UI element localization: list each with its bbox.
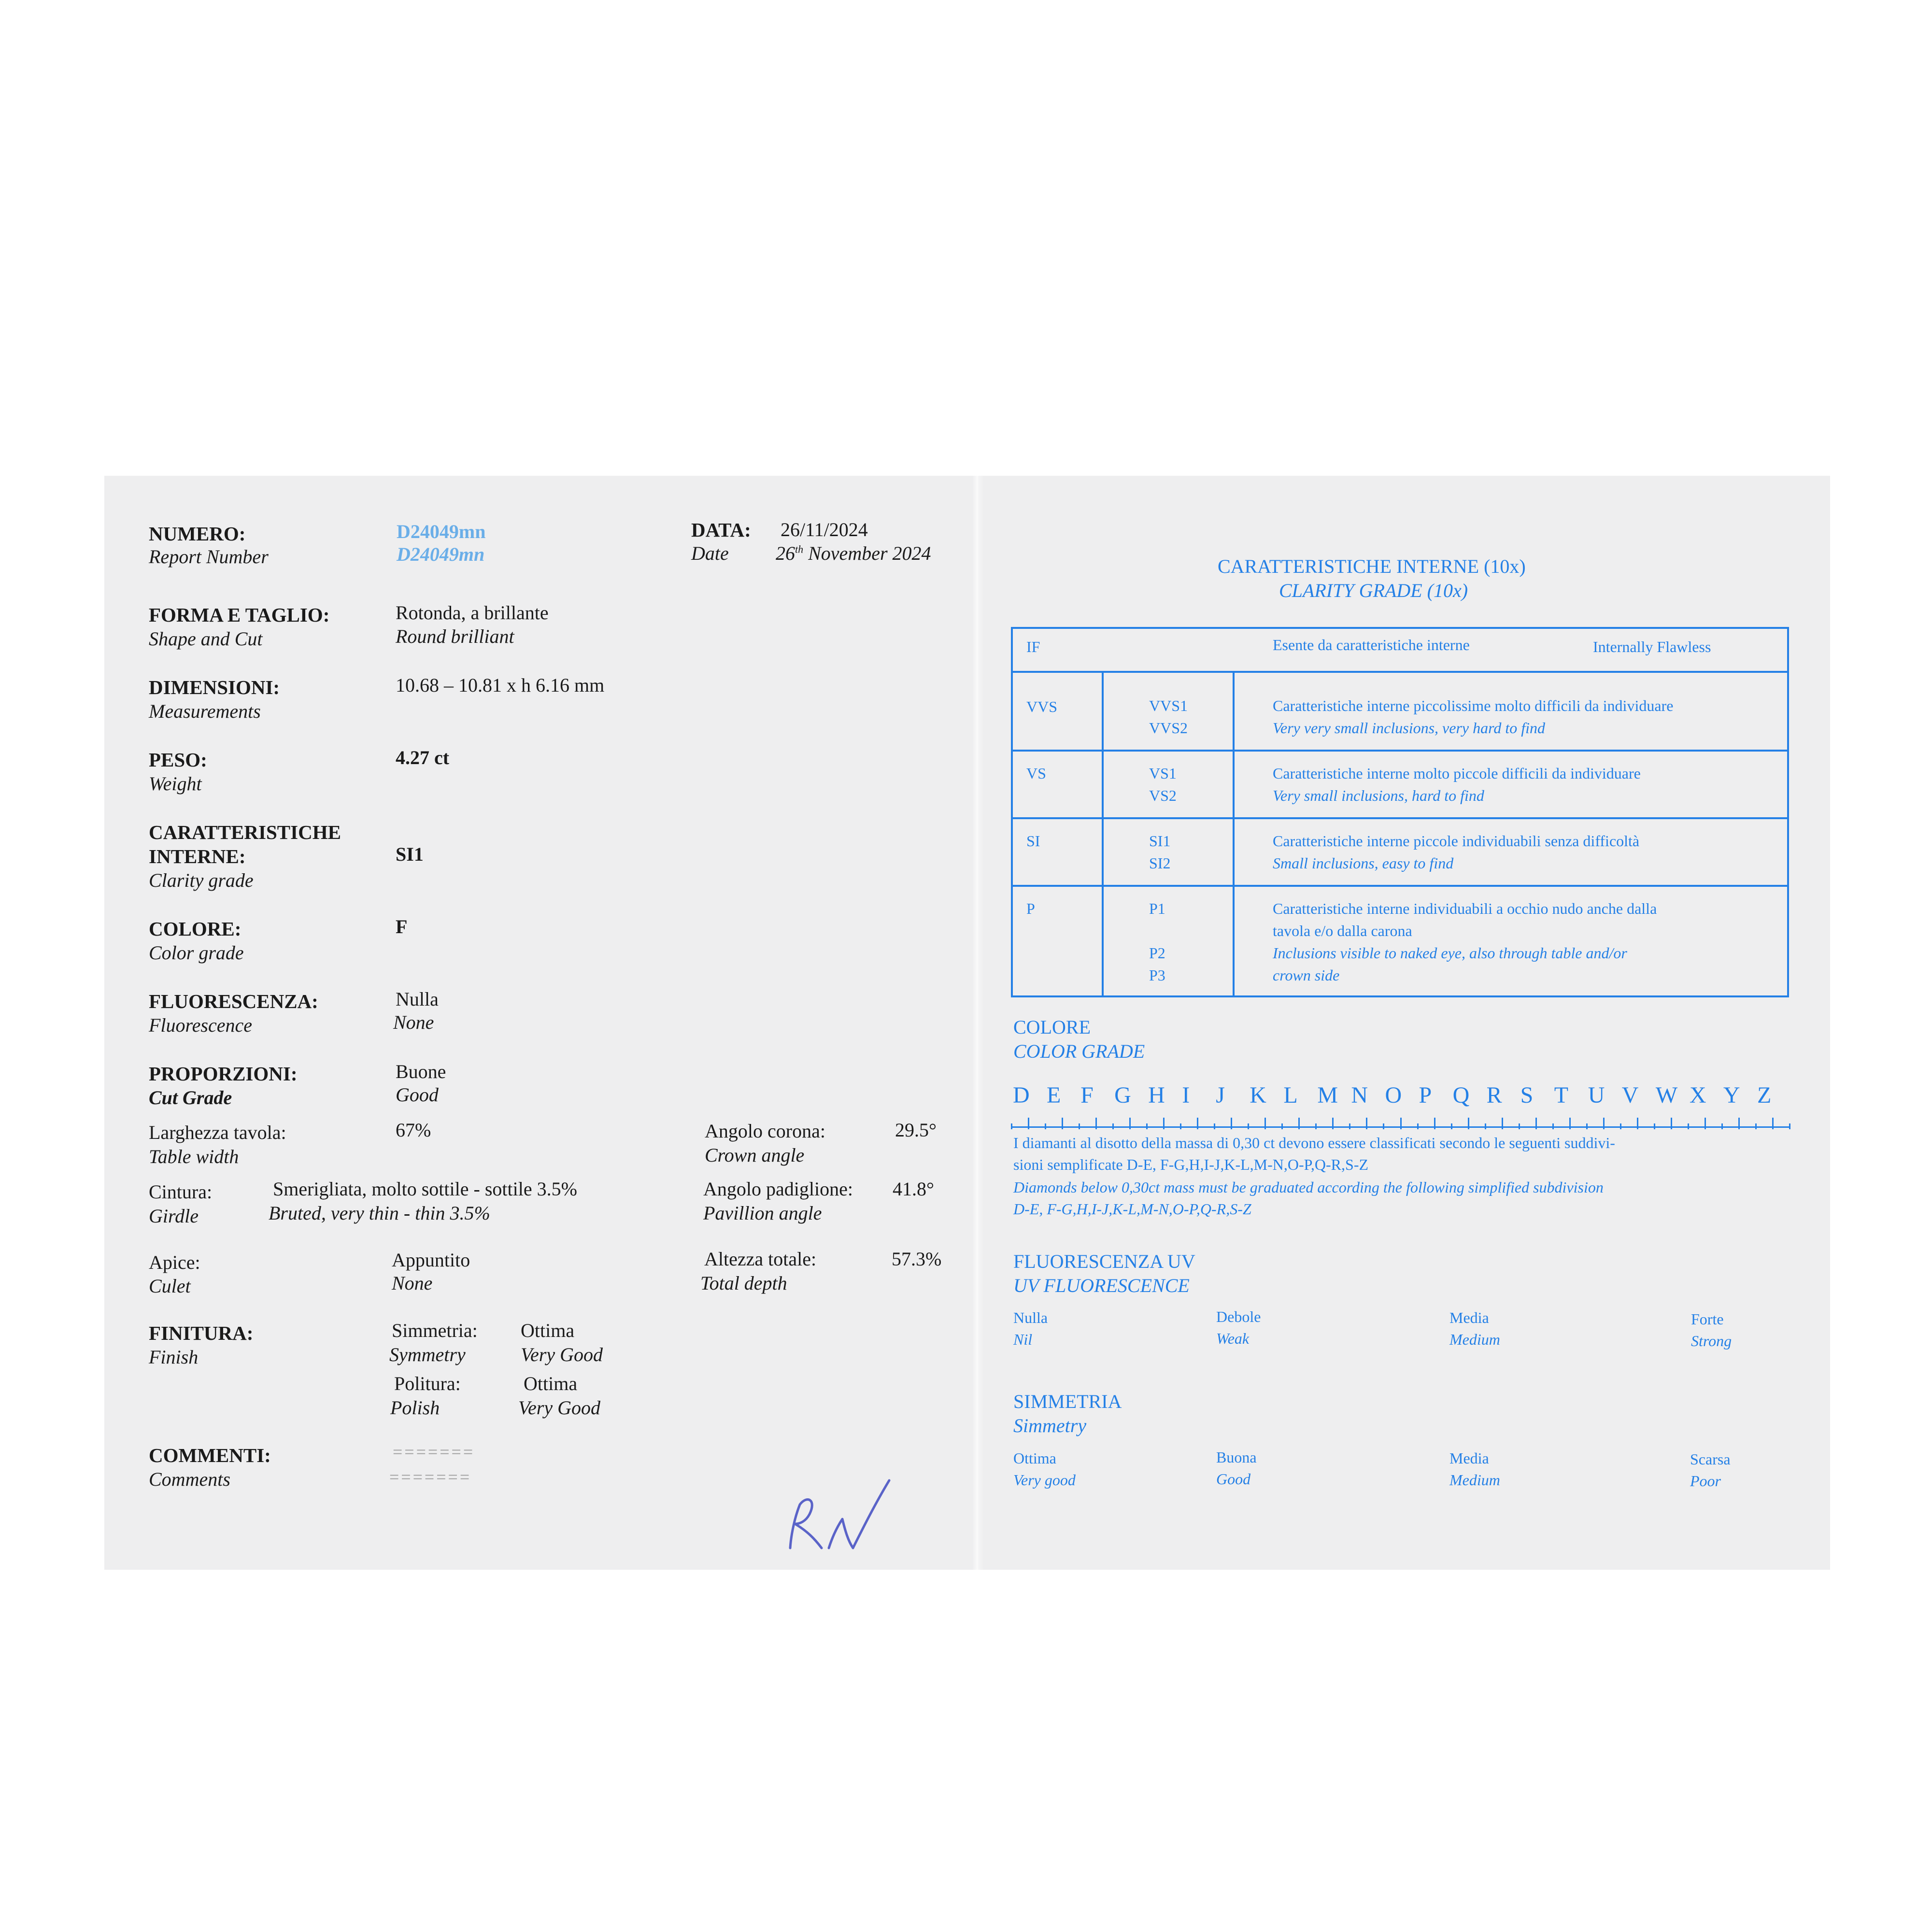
sim-poor: Poor	[1690, 1472, 1721, 1490]
ruler-tick	[1349, 1123, 1350, 1129]
sim-media: Media	[1449, 1449, 1489, 1467]
clarity-title-en: CLARITY GRADE (10x)	[1279, 580, 1468, 601]
ruler-tick	[1569, 1118, 1571, 1129]
grade-vs: VS	[1026, 765, 1046, 782]
color-letter-l: L	[1283, 1082, 1298, 1108]
grade-p-desc: Caratteristiche interne individuabili a occhio nudo anche dalla	[1273, 900, 1657, 917]
color-letter-u: U	[1588, 1082, 1605, 1108]
apice-label: Apice:	[149, 1251, 200, 1273]
politura-value: Ottima	[524, 1373, 578, 1394]
color-letter-x: X	[1689, 1082, 1706, 1108]
finitura-label: FINITURA:	[149, 1322, 254, 1344]
numero-label: NUMERO:	[149, 523, 246, 545]
grade-si-desc-en: Small inclusions, easy to find	[1273, 854, 1454, 872]
color-scale-letters	[1011, 1082, 1789, 1109]
color-letter-t: T	[1554, 1082, 1569, 1108]
ruler-tick	[1671, 1118, 1672, 1129]
peso-label-en: Weight	[149, 773, 202, 795]
clarity-label-en: Clarity grade	[149, 869, 254, 891]
grade-vvs-desc: Caratteristiche interne piccolissime molto difficili da individuare	[1273, 697, 1674, 714]
proporzioni-value: Buone	[396, 1061, 446, 1082]
color-letter-i: I	[1182, 1082, 1190, 1108]
commenti-label: COMMENTI:	[149, 1444, 271, 1466]
simmetria-title-en: Simmetry	[1013, 1415, 1087, 1436]
ruler-tick	[1755, 1123, 1757, 1129]
colore-label: COLORE:	[149, 918, 242, 940]
fluo-weak: Weak	[1216, 1330, 1250, 1347]
color-letter-r: R	[1486, 1082, 1502, 1108]
fluorescenza-label: FLUORESCENZA:	[149, 990, 318, 1012]
cintura-value: Smerigliata, molto sottile - sottile 3.5%	[273, 1178, 577, 1200]
sim-scarsa: Scarsa	[1690, 1450, 1731, 1468]
corona-value: 29.5°	[895, 1119, 937, 1141]
grade-vs-desc: Caratteristiche interne molto piccole difficili da individuare	[1273, 765, 1641, 782]
ruler-tick	[1095, 1118, 1097, 1129]
fluo-forte: Forte	[1691, 1310, 1724, 1328]
ruler-tick	[1688, 1123, 1689, 1129]
altezza-value: 57.3%	[892, 1248, 942, 1270]
colore-label-en: Color grade	[149, 942, 244, 964]
ruler-tick	[1079, 1123, 1080, 1129]
altezza-label: Altezza totale:	[704, 1248, 817, 1270]
grade-vvs1: VVS1	[1149, 697, 1188, 714]
color-note-2: sioni semplificate D-E, F-G,H,I-J,K-L,M-N,O-P,Q-R,S-Z	[1013, 1156, 1369, 1173]
ruler-tick	[1705, 1118, 1706, 1129]
forma-value-en: Round brilliant	[396, 625, 514, 647]
color-letter-j: J	[1216, 1082, 1225, 1108]
numero-label-en: Report Number	[149, 546, 269, 568]
sim-medium: Medium	[1449, 1471, 1500, 1489]
politura-value-en: Very Good	[518, 1397, 600, 1419]
ruler-tick	[1163, 1118, 1165, 1129]
sim-good: Good	[1216, 1470, 1251, 1488]
grade-p-desc-en-2: crown side	[1273, 966, 1340, 984]
ruler-tick	[1620, 1123, 1621, 1129]
grade-vvs2: VVS2	[1149, 719, 1188, 737]
color-letter-o: O	[1385, 1082, 1402, 1108]
dimensioni-label-en: Measurements	[149, 700, 261, 722]
ruler-tick	[1383, 1123, 1384, 1129]
ruler-tick	[1586, 1123, 1588, 1129]
proporzioni-label: PROPORZIONI:	[149, 1063, 298, 1085]
grade-si: SI	[1026, 832, 1040, 850]
cintura-label-en: Girdle	[149, 1205, 199, 1227]
certificate-sheet	[104, 476, 1830, 1570]
corona-label-en: Crown angle	[705, 1144, 805, 1166]
commenti-value: =======	[393, 1442, 475, 1462]
color-note-en-1: Diamonds below 0,30ct mass must be graduated according the following simplified subdivision	[1013, 1179, 1604, 1196]
grade-vvs: VVS	[1026, 698, 1058, 715]
ruler-tick	[1264, 1118, 1266, 1129]
padiglione-label: Angolo padiglione:	[703, 1178, 853, 1200]
grade-si1: SI1	[1149, 832, 1171, 850]
colore-title: COLORE	[1013, 1016, 1091, 1038]
ruler-tick	[1045, 1123, 1046, 1129]
color-letter-f: F	[1080, 1082, 1094, 1108]
fluo-nil: Nil	[1013, 1331, 1033, 1348]
grade-p: P	[1026, 900, 1035, 917]
data-value: 26/11/2024	[781, 519, 868, 540]
padiglione-label-en: Pavillion angle	[703, 1202, 822, 1224]
ruler-tick	[1197, 1118, 1198, 1129]
grade-vs2: VS2	[1149, 787, 1177, 804]
date-value-en: 26th November 2024	[776, 542, 931, 564]
color-letter-d: D	[1013, 1082, 1030, 1108]
ruler-tick	[1637, 1118, 1638, 1129]
ruler-tick	[1485, 1123, 1486, 1129]
ruler-tick	[1062, 1118, 1063, 1129]
ruler-tick	[1112, 1123, 1114, 1129]
forma-label-en: Shape and Cut	[149, 628, 263, 650]
ruler-tick	[1552, 1123, 1554, 1129]
fluo-strong: Strong	[1691, 1332, 1732, 1350]
ruler-tick	[1434, 1118, 1435, 1129]
fluo-medium: Medium	[1449, 1331, 1500, 1348]
ruler-tick	[1789, 1123, 1790, 1129]
report-number-en: D24049mn	[397, 543, 485, 565]
ruler-tick	[1366, 1118, 1367, 1129]
apice-value-en: None	[392, 1272, 433, 1294]
colore-value: F	[396, 916, 408, 938]
apice-value: Appuntito	[392, 1249, 470, 1271]
grade-p2: P2	[1149, 944, 1165, 962]
ruler-tick	[1281, 1123, 1283, 1129]
cut-grade-label: Cut Grade	[149, 1087, 232, 1108]
grade-p3: P3	[1149, 966, 1165, 984]
ruler-tick	[1400, 1118, 1402, 1129]
color-letter-k: K	[1250, 1082, 1266, 1108]
color-letter-w: W	[1655, 1082, 1678, 1108]
clarity-value: SI1	[396, 843, 424, 865]
peso-value: 4.27 ct	[396, 747, 450, 768]
date-label-en: Date	[691, 542, 729, 564]
ruler-tick	[1417, 1123, 1419, 1129]
ruler-tick	[1603, 1118, 1605, 1129]
altezza-label-en: Total depth	[700, 1272, 787, 1294]
simmetria-label: Simmetria:	[392, 1320, 478, 1341]
simmetria-label-en: Symmetry	[389, 1344, 466, 1365]
corona-label: Angolo corona:	[705, 1120, 825, 1142]
caratteristiche-label: CARATTERISTICHE	[149, 821, 341, 843]
color-letter-p: P	[1419, 1082, 1432, 1108]
grade-if: IF	[1026, 638, 1040, 655]
forma-label: FORMA E TAGLIO:	[149, 604, 330, 626]
color-note-1: I diamanti al disotto della massa di 0,30 ct devono essere classificati secondo le seguenti suddivi-	[1013, 1134, 1615, 1151]
grade-vs1: VS1	[1149, 765, 1177, 782]
color-note-en-2: D-E, F-G,H,I-J,K-L,M-N,O-P,Q-R,S-Z	[1013, 1200, 1251, 1218]
ruler-tick	[1332, 1118, 1334, 1129]
data-label: DATA:	[691, 519, 751, 541]
ruler-tick	[1772, 1118, 1774, 1129]
ruler-tick	[1451, 1123, 1452, 1129]
color-letter-m: M	[1317, 1082, 1338, 1108]
clarity-title: CARATTERISTICHE INTERNE (10x)	[1218, 555, 1526, 577]
fluorescenza-value-en: None	[393, 1011, 434, 1033]
fluo-media: Media	[1449, 1309, 1489, 1326]
ruler-tick	[1180, 1123, 1181, 1129]
ruler-tick	[1146, 1123, 1148, 1129]
signature	[781, 1476, 906, 1558]
ruler-tick	[1315, 1123, 1317, 1129]
ruler-tick	[1011, 1123, 1012, 1129]
color-letter-q: Q	[1452, 1082, 1470, 1108]
ruler-tick	[1214, 1123, 1215, 1129]
color-letter-e: E	[1047, 1082, 1061, 1108]
sim-ottima: Ottima	[1013, 1449, 1056, 1467]
ruler-tick	[1129, 1118, 1131, 1129]
ruler-tick	[1535, 1118, 1537, 1129]
grade-si-desc: Caratteristiche interne piccole individuabili senza difficoltà	[1273, 832, 1640, 850]
fluo-title: FLUORESCENZA UV	[1013, 1250, 1195, 1272]
tavola-label: Larghezza tavola:	[149, 1122, 286, 1143]
commenti-label-en: Comments	[149, 1468, 230, 1490]
ruler-tick	[1248, 1123, 1249, 1129]
cintura-label: Cintura:	[149, 1181, 213, 1203]
politura-label-en: Polish	[390, 1397, 440, 1419]
peso-label: PESO:	[149, 749, 207, 771]
ruler-tick	[1654, 1123, 1655, 1129]
sim-buona: Buona	[1216, 1449, 1257, 1466]
tavola-value: 67%	[396, 1119, 431, 1141]
proporzioni-value-en: Good	[396, 1084, 439, 1106]
finitura-label-en: Finish	[149, 1346, 199, 1368]
ruler-tick	[1298, 1118, 1300, 1129]
color-letter-n: N	[1351, 1082, 1368, 1108]
color-letter-v: V	[1621, 1082, 1639, 1108]
apice-label-en: Culet	[149, 1275, 191, 1297]
color-letter-g: G	[1114, 1082, 1131, 1108]
ruler-tick	[1721, 1123, 1723, 1129]
grade-vs-desc-en: Very small inclusions, hard to find	[1273, 787, 1484, 804]
fluorescenza-value: Nulla	[396, 988, 439, 1010]
report-number: D24049mn	[397, 521, 486, 542]
ruler-tick	[1738, 1118, 1740, 1129]
padiglione-value: 41.8°	[893, 1178, 934, 1200]
cintura-value-en: Bruted, very thin - thin 3.5%	[269, 1202, 490, 1224]
forma-value: Rotonda, a brillante	[396, 602, 549, 624]
simmetria-value-en: Very Good	[521, 1344, 603, 1365]
color-letter-h: H	[1148, 1082, 1165, 1108]
color-scale-ruler	[1011, 1116, 1789, 1128]
interne-label: INTERNE:	[149, 845, 246, 867]
commenti-value-en: =======	[389, 1467, 472, 1487]
grade-p-desc-2: tavola e/o dalla carona	[1273, 922, 1412, 939]
ruler-tick	[1468, 1118, 1469, 1129]
grade-p1: P1	[1149, 900, 1165, 917]
simmetria-title: SIMMETRIA	[1013, 1391, 1122, 1412]
grade-vvs-desc-en: Very very small inclusions, very hard to find	[1273, 719, 1546, 737]
grade-si2: SI2	[1149, 854, 1171, 872]
ruler-tick	[1502, 1118, 1503, 1129]
grade-p-desc-en: Inclusions visible to naked eye, also through table and/or	[1273, 944, 1627, 962]
tavola-label-en: Table width	[149, 1146, 239, 1167]
fluorescenza-label-en: Fluorescence	[149, 1014, 252, 1036]
color-letter-y: Y	[1723, 1082, 1740, 1108]
simmetria-value: Ottima	[521, 1320, 575, 1341]
politura-label: Politura:	[394, 1373, 461, 1394]
clarity-table	[1011, 627, 1789, 997]
fluo-title-en: UV FLUORESCENCE	[1013, 1275, 1190, 1296]
grade-if-desc: Esente da caratteristiche interne	[1273, 636, 1470, 653]
ruler-tick	[1028, 1118, 1029, 1129]
dimensioni-value: 10.68 – 10.81 x h 6.16 mm	[396, 674, 605, 696]
dimensioni-label: DIMENSIONI:	[149, 676, 280, 698]
grade-if-desc-en: Internally Flawless	[1593, 638, 1711, 655]
color-letter-s: S	[1520, 1082, 1534, 1108]
color-letter-z: Z	[1757, 1082, 1772, 1108]
fluo-nulla: Nulla	[1013, 1309, 1048, 1326]
fold-line	[972, 476, 984, 1570]
ruler-tick	[1231, 1118, 1232, 1129]
ruler-tick	[1519, 1123, 1520, 1129]
fluo-debole: Debole	[1216, 1308, 1261, 1325]
colore-title-en: COLOR GRADE	[1013, 1040, 1145, 1062]
sim-very-good: Very good	[1013, 1471, 1076, 1489]
